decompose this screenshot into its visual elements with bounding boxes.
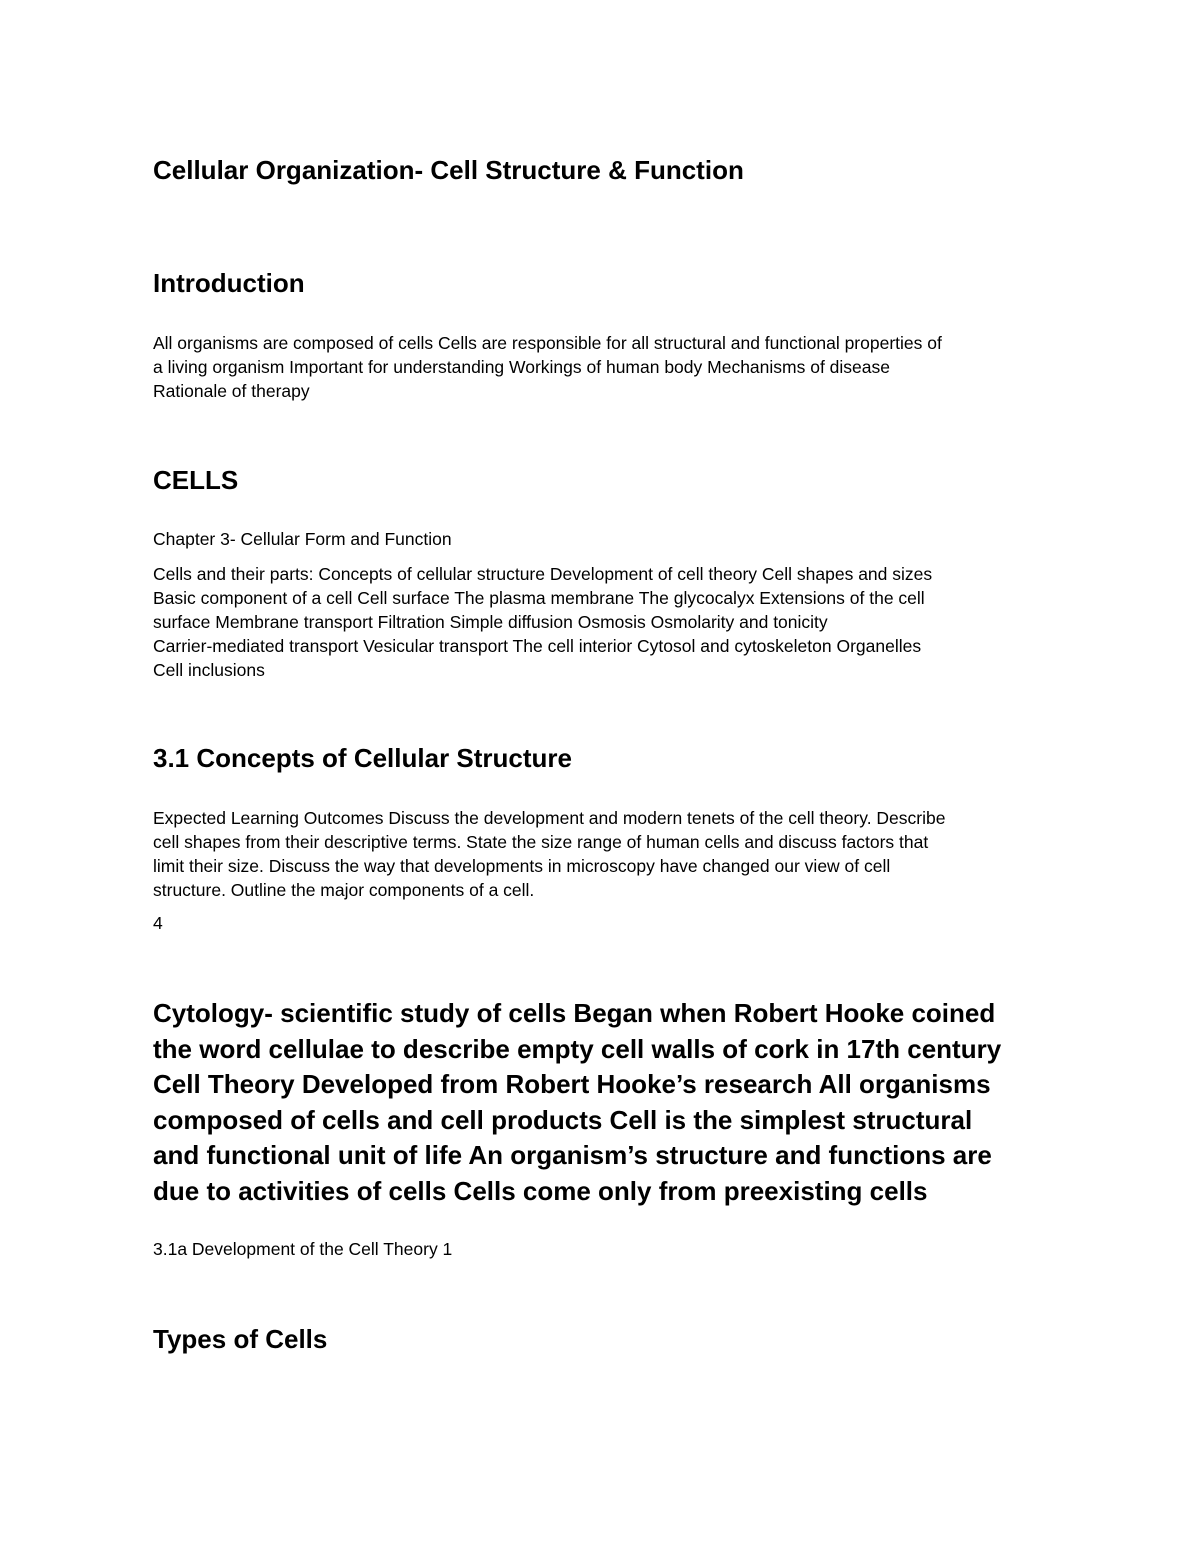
page-number: 4 [153, 913, 163, 933]
chapter-line: Chapter 3- Cellular Form and Function [153, 529, 452, 549]
figure-caption: 3.1a Development of the Cell Theory 1 [153, 1239, 453, 1259]
paragraph-line: All organisms are composed of cells Cells are responsible for all structural and functional properties of [153, 333, 942, 353]
introduction-paragraph [153, 331, 942, 403]
paragraph-line: surface Membrane transport Filtration Simple diffusion Osmosis Osmolarity and tonicity [153, 612, 828, 632]
paragraph-line: a living organism Important for understanding Workings of human body Mechanisms of disease [153, 357, 890, 377]
paragraph-line: Basic component of a cell Cell surface The plasma membrane The glycocalyx Extensions of the cell [153, 588, 925, 608]
paragraph-line: the word cellulae to describe empty cell walls of cork in 17th century [153, 1033, 1002, 1064]
paragraph-line: Carrier-mediated transport Vesicular transport The cell interior Cytosol and cytoskeleton Organelles [153, 636, 922, 656]
introduction-heading: Introduction [153, 268, 305, 298]
paragraph-line: Cytology- scientific study of cells Began when Robert Hooke coined [153, 998, 996, 1028]
paragraph-line: Cell Theory Developed from Robert Hooke’s research All organisms [153, 1069, 991, 1099]
types-heading: Types of Cells [153, 1324, 328, 1354]
cytology-paragraph [153, 996, 1001, 1209]
paragraph-line: structure. Outline the major components of a cell. [153, 880, 535, 900]
paragraph-line: Cells and their parts: Concepts of cellular structure Development of cell theory Cell shapes and sizes [153, 564, 933, 584]
paragraph-line: Rationale of therapy [153, 381, 310, 401]
paragraph-line: due to activities of cells Cells come only from preexisting cells [153, 1175, 928, 1206]
concepts-heading: 3.1 Concepts of Cellular Structure [153, 743, 572, 773]
paragraph-line: and functional unit of life An organism’s structure and functions are [153, 1140, 992, 1170]
document-title: Cellular Organization- Cell Structure & Function [153, 155, 744, 185]
paragraph-line: composed of cells and cell products Cell is the simplest structural [153, 1104, 973, 1135]
paragraph-line: limit their size. Discuss the way that developments in microscopy have changed our view of cell [153, 856, 891, 876]
concepts-paragraph [153, 806, 945, 902]
paragraph-line: cell shapes from their descriptive terms. State the size range of human cells and discuss factors that [153, 832, 929, 852]
cells-paragraph [153, 562, 932, 682]
cells-heading: CELLS [153, 465, 239, 495]
paragraph-line: Cell inclusions [153, 660, 265, 680]
paragraph-line: Expected Learning Outcomes Discuss the development and modern tenets of the cell theory. Describe [153, 808, 946, 828]
